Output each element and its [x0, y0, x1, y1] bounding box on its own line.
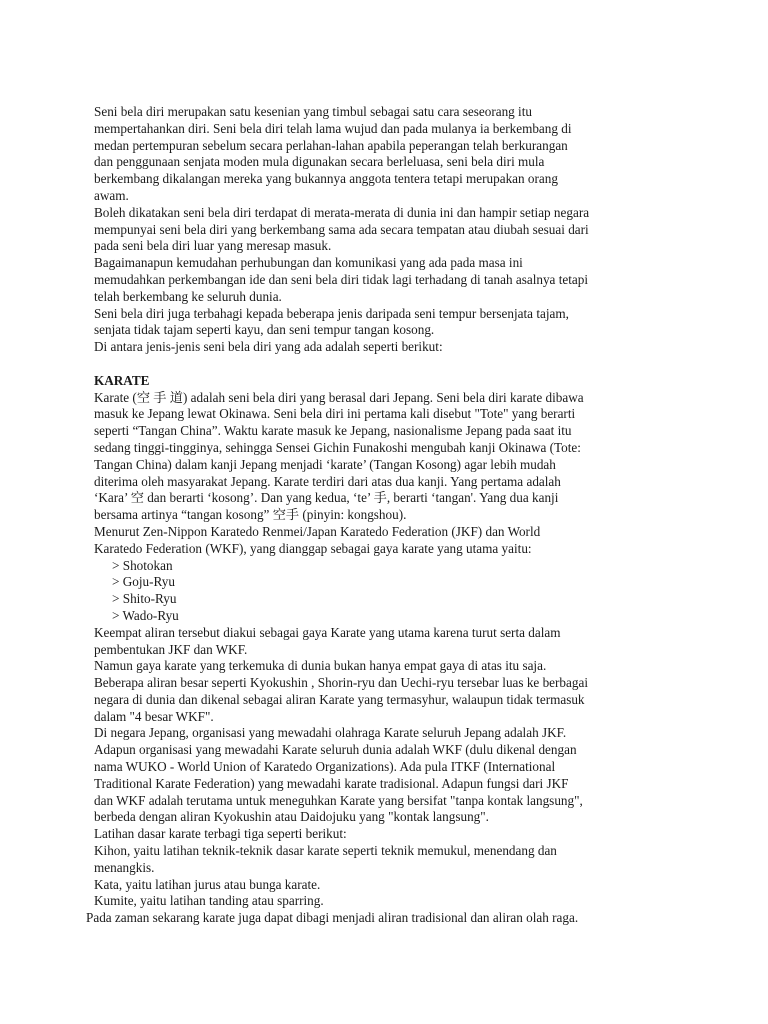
- text-line: sedang tinggi-tingginya, sehingga Sensei Gichin Funakoshi mengubah kanji Okinawa (Tote:: [94, 439, 581, 455]
- text-line: Di negara Jepang, organisasi yang mewadahi olahraga Karate seluruh Jepang adalah JKF.: [94, 725, 567, 741]
- text-line: pada seni bela diri luar yang meresap masuk.: [94, 238, 332, 254]
- text-line: Bagaimanapun kemudahan perhubungan dan komunikasi yang ada pada masa ini: [94, 255, 523, 271]
- text-line: Pada zaman sekarang karate juga dapat dibagi menjadi aliran tradisional dan aliran olah raga.: [86, 910, 579, 926]
- text-line: berbeda dengan aliran Kyokushin atau Daidojuku yang "kontak langsung".: [94, 809, 489, 825]
- text-line: Kumite, yaitu latihan tanding atau sparring.: [94, 893, 324, 909]
- text-line: Kata, yaitu latihan jurus atau bunga karate.: [94, 876, 321, 892]
- text-line: mempunyai seni bela diri yang berkembang sama ada secara tempatan atau diubah sesuai dari: [94, 221, 589, 237]
- text-line: Karate (空 手 道) adalah seni bela diri yang berasal dari Jepang. Seni bela diri karate dibawa: [94, 389, 584, 405]
- text-line: dalam "4 besar WKF".: [94, 708, 214, 724]
- intro-paragraphs: [94, 104, 684, 356]
- text-line: dan penggunaan senjata moden mula digunakan secara berleluasa, seni bela diri mula: [94, 154, 545, 170]
- text-line: diterima oleh masyarakat Jepang. Karate terdiri dari atas dua kanji. Yang pertama adalah: [94, 473, 561, 489]
- blank-line: [94, 356, 684, 373]
- text-line: Tangan China) dalam kanji Jepang menjadi ‘karate’ (Tangan Kosong) agar lebih mudah: [94, 456, 556, 472]
- list-item: > Shito-Ryu: [112, 591, 177, 607]
- text-line: Boleh dikatakan seni bela diri terdapat di merata-merata di dunia ini dan hampir setiap negara: [94, 204, 590, 220]
- text-line: senjata tidak tajam seperti kayu, dan seni tempur tangan kosong.: [94, 322, 435, 338]
- text-line: Seni bela diri merupakan satu kesenian yang timbul sebagai satu cara seseorang itu: [94, 104, 532, 119]
- text-line: medan pertempuran sebelum secara perlahan-lahan apabila peperangan telah berkurangan: [94, 137, 568, 153]
- text-line: negara di dunia dan dikenal sebagai aliran Karate yang termasyhur, walaupun tidak termasuk: [94, 691, 585, 707]
- document-body: [86, 104, 684, 927]
- text-line: pembentukan JKF dan WKF.: [94, 641, 248, 657]
- text-line: bersama artinya “tangan kosong” 空手 (pinyin: kongshou).: [94, 507, 407, 523]
- section-heading: KARATE: [94, 372, 150, 388]
- closing-paragraphs: [86, 624, 684, 927]
- text-line: awam.: [94, 187, 129, 203]
- text-line: Beberapa aliran besar seperti Kyokushin , Shorin-ryu dan Uechi-ryu tersebar luas ke berbagai: [94, 675, 588, 691]
- text-line: masuk ke Jepang lewat Okinawa. Seni bela diri ini pertama kali disebut "Tote" yang berarti: [94, 406, 576, 422]
- list-item: > Wado-Ryu: [112, 607, 179, 623]
- list-item: > Shotokan: [112, 557, 173, 573]
- text-line: menangkis.: [94, 859, 155, 875]
- text-line: Traditional Karate Federation) yang mewadahi karate tradisional. Adapun fungsi dari JKF: [94, 775, 569, 791]
- text-line: Keempat aliran tersebut diakui sebagai gaya Karate yang utama karena turut serta dalam: [94, 624, 561, 640]
- text-line: Latihan dasar karate terbagi tiga seperti berikut:: [94, 826, 347, 842]
- text-line: memudahkan perkembangan ide dan seni bela diri tidak lagi terhadang di tanah asalnya tetapi: [94, 271, 588, 287]
- text-line: Kihon, yaitu latihan teknik-teknik dasar karate seperti teknik memukul, menendang dan: [94, 843, 557, 859]
- text-line: Di antara jenis-jenis seni bela diri yang ada adalah seperti berikut:: [94, 339, 443, 355]
- karate-paragraphs: [94, 390, 684, 558]
- text-line: Adapun organisasi yang mewadahi Karate seluruh dunia adalah WKF (dulu dikenal dengan: [94, 742, 577, 758]
- list-item: > Goju-Ryu: [112, 574, 175, 590]
- text-line: mempertahankan diri. Seni bela diri telah lama wujud dan pada mulanya ia berkembang di: [94, 120, 572, 136]
- text-line: berkembang dikalangan mereka yang bukannya anggota tentera tetapi merupakan orang: [94, 171, 558, 187]
- karate-styles-list: [94, 558, 684, 625]
- text-line: Menurut Zen-Nippon Karatedo Renmei/Japan Karatedo Federation (JKF) dan World: [94, 523, 541, 539]
- text-line: Namun gaya karate yang terkemuka di dunia bukan hanya empat gaya di atas itu saja.: [94, 658, 547, 674]
- text-line: seperti “Tangan China”. Waktu karate masuk ke Jepang, nasionalisme Jepang pada saat itu: [94, 423, 572, 439]
- text-line: Seni bela diri juga terbahagi kepada beberapa jenis daripada seni tempur bersenjata tajam,: [94, 305, 569, 321]
- text-line: telah berkembang ke seluruh dunia.: [94, 288, 282, 304]
- text-line: nama WUKO - World Union of Karatedo Organizations). Ada pula ITKF (International: [94, 759, 556, 775]
- text-line: ‘Kara’ 空 dan berarti ‘kosong’. Dan yang kedua, ‘te’ 手, berarti ‘tangan'. Yang dua kanji: [94, 490, 559, 506]
- text-line: Karatedo Federation (WKF), yang dianggap sebagai gaya karate yang utama yaitu:: [94, 540, 532, 556]
- text-line: dan WKF adalah terutama untuk meneguhkan Karate yang bersifat "tanpa kontak langsung",: [94, 792, 583, 808]
